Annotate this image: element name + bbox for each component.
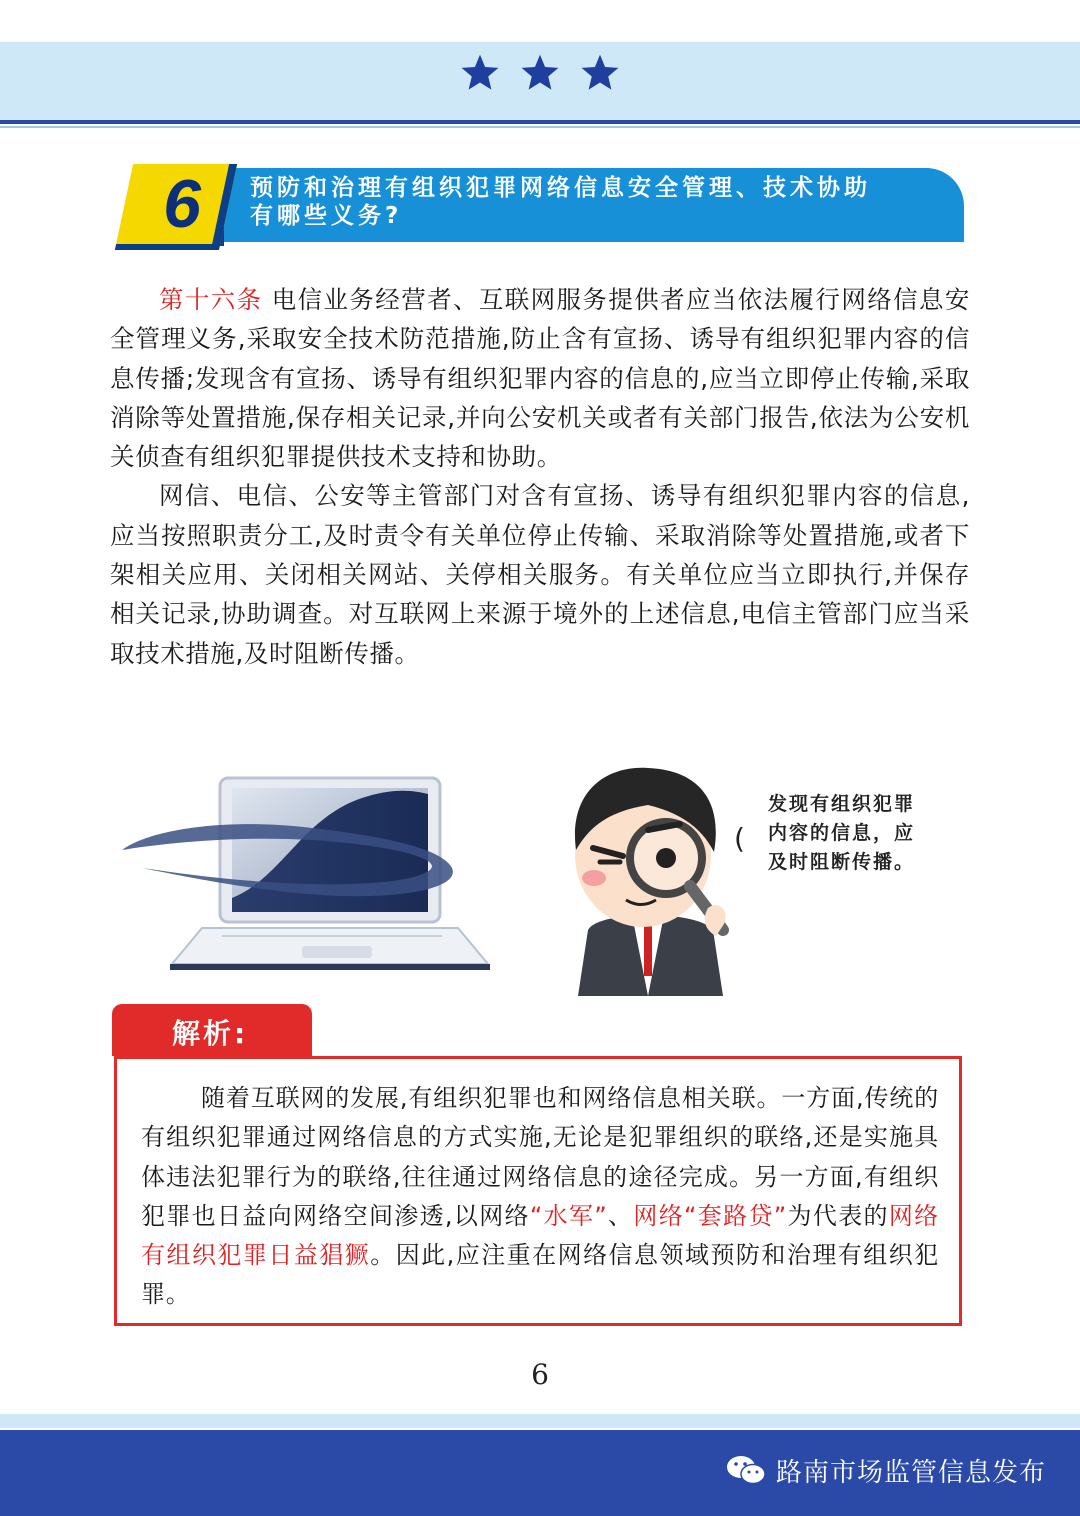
wechat-icon — [726, 1453, 766, 1487]
footer-brand — [726, 1450, 1046, 1490]
article-paragraph-1 — [110, 280, 970, 476]
article-label: 第十六条 — [159, 285, 263, 314]
detective-character-icon — [548, 760, 748, 996]
speech-line-3: 及时阻断传播。 — [768, 851, 916, 873]
footer-brand-text: 路南市场监管信息发布 — [775, 1457, 1046, 1488]
analysis-highlight-3: 网络有组织犯罪日益猖獗 — [141, 1201, 939, 1270]
analysis-tab — [112, 1004, 312, 1056]
page-number: 6 — [531, 1358, 549, 1391]
question-header — [118, 160, 974, 248]
speech-bubble — [768, 790, 968, 877]
question-title-line2: 有哪些义务? — [250, 203, 403, 229]
star-icon — [519, 52, 561, 94]
analysis-highlight-2: 网络“套路贷” — [633, 1201, 788, 1230]
header-divider-light — [0, 126, 1080, 128]
footer-band-light — [0, 1414, 1080, 1428]
question-title-line1: 预防和治理有组织犯罪网络信息安全管理、技术协助 — [250, 175, 871, 201]
question-number: 6 — [163, 166, 201, 242]
star-icon — [579, 52, 621, 94]
laptop-icon — [112, 758, 492, 988]
article-p1-text: 电信业务经营者、互联网服务提供者应当依法履行网络信息安全管理义务,采取安全技术防范措施,防止含有宣扬、诱导有组织犯罪内容的信息传播;发现含有宣扬、诱导有组织犯罪内容的信息的,应当立即停止传输,采取消除等处置措施,保存相关记录,并向公安机关或者有关部门报告,依法为公安机关侦查有组织犯罪提供技术支持和协助。 — [110, 285, 970, 472]
speech-line-2: 内容的信息，应 — [768, 822, 916, 844]
analysis-box — [114, 1056, 962, 1326]
speech-mark: ( — [734, 822, 745, 855]
question-title — [250, 174, 950, 230]
analysis-text — [141, 1079, 939, 1315]
speech-line-1: 发现有组织犯罪 — [768, 793, 916, 815]
star-icon — [459, 52, 501, 94]
header-stars — [0, 52, 1080, 108]
analysis-text-4: 。因此,应注重在网络信息领域预防和治理有组织犯罪。 — [141, 1241, 939, 1309]
article-paragraph-2: 网信、电信、公安等主管部门对含有宣扬、诱导有组织犯罪内容的信息,应当按照职责分工,及时责令有关单位停止传输、采取消除等处置措施,或者下架相关应用、关闭相关网站、关停相关服务。有关单位应当立即执行,并保存相关记录,协助调查。对互联网上来源于境外的上述信息,电信主管部门应当采取技术措施,及时阻断传播。 — [110, 481, 970, 668]
analysis-label: 解析: — [172, 1017, 249, 1050]
analysis-text-3: 为代表的 — [787, 1201, 889, 1230]
analysis-highlight-1: “水军” — [529, 1201, 608, 1230]
header-divider — [0, 120, 1080, 124]
article-text — [110, 280, 970, 673]
analysis-text-2: 、 — [607, 1201, 634, 1230]
analysis-text-1: 随着互联网的发展,有组织犯罪也和网络信息相关联。一方面,传统的有组织犯罪通过网络信息的方式实施,无论是犯罪组织的联络,还是实施具体违法犯罪行为的联络,往往通过网络信息的途径完成。另一方面,有组织犯罪也日益向网络空间渗透,以网络 — [141, 1084, 939, 1230]
